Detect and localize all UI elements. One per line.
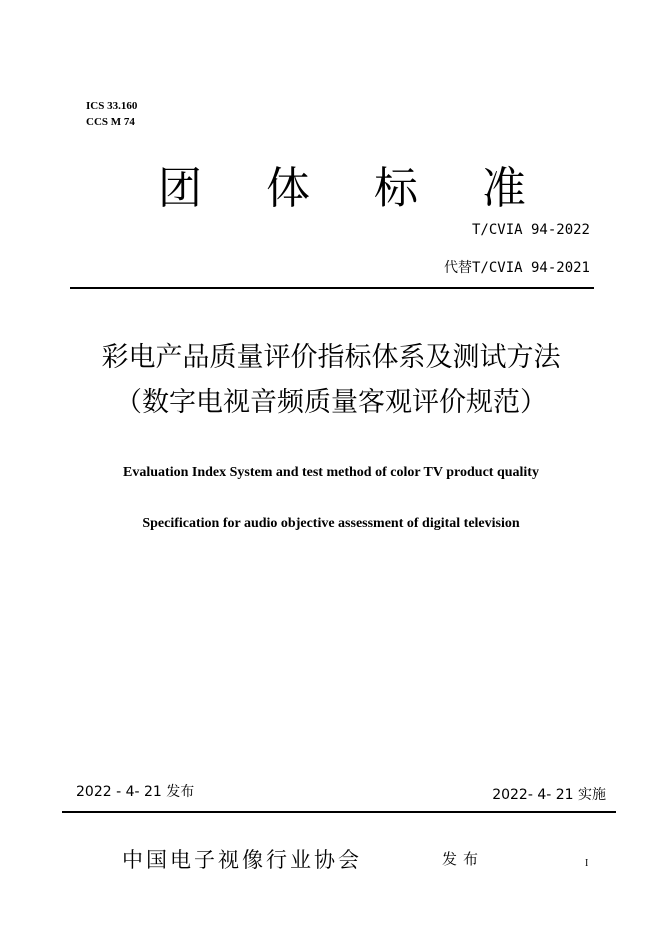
english-title-line1: Evaluation Index System and test method of color TV product quality: [123, 465, 539, 480]
chinese-title-line1: 彩电产品质量评价指标体系及测试方法: [101, 342, 561, 373]
ics-code: ICS 33.160: [86, 100, 138, 112]
ccs-code: CCS M 74: [86, 116, 135, 128]
chinese-title-line2: （数字电视音频质量客观评价规范）: [115, 387, 547, 418]
doc-type-char: 体: [266, 163, 310, 214]
page-number: I: [585, 858, 589, 869]
header-divider: [70, 287, 594, 289]
footer-divider: [62, 811, 616, 813]
standard-number: T/CVIA 94-2022: [471, 222, 590, 238]
classification-codes: [86, 98, 137, 130]
issue-label: 发布: [442, 850, 485, 868]
english-title-line2: Specification for audio objective assessment of digital television: [142, 516, 520, 531]
doc-type-char: 标: [374, 163, 418, 214]
publisher-name: 中国电子视像行业协会: [122, 848, 362, 872]
doc-type-char: 团: [158, 163, 202, 214]
replaced-standard: 代替T/CVIA 94-2021: [443, 260, 590, 276]
effective-date: 2022- 4- 21 实施: [492, 787, 606, 803]
doc-type-char: 准: [482, 163, 526, 214]
publish-date: 2022 - 4- 21 发布: [76, 784, 195, 800]
